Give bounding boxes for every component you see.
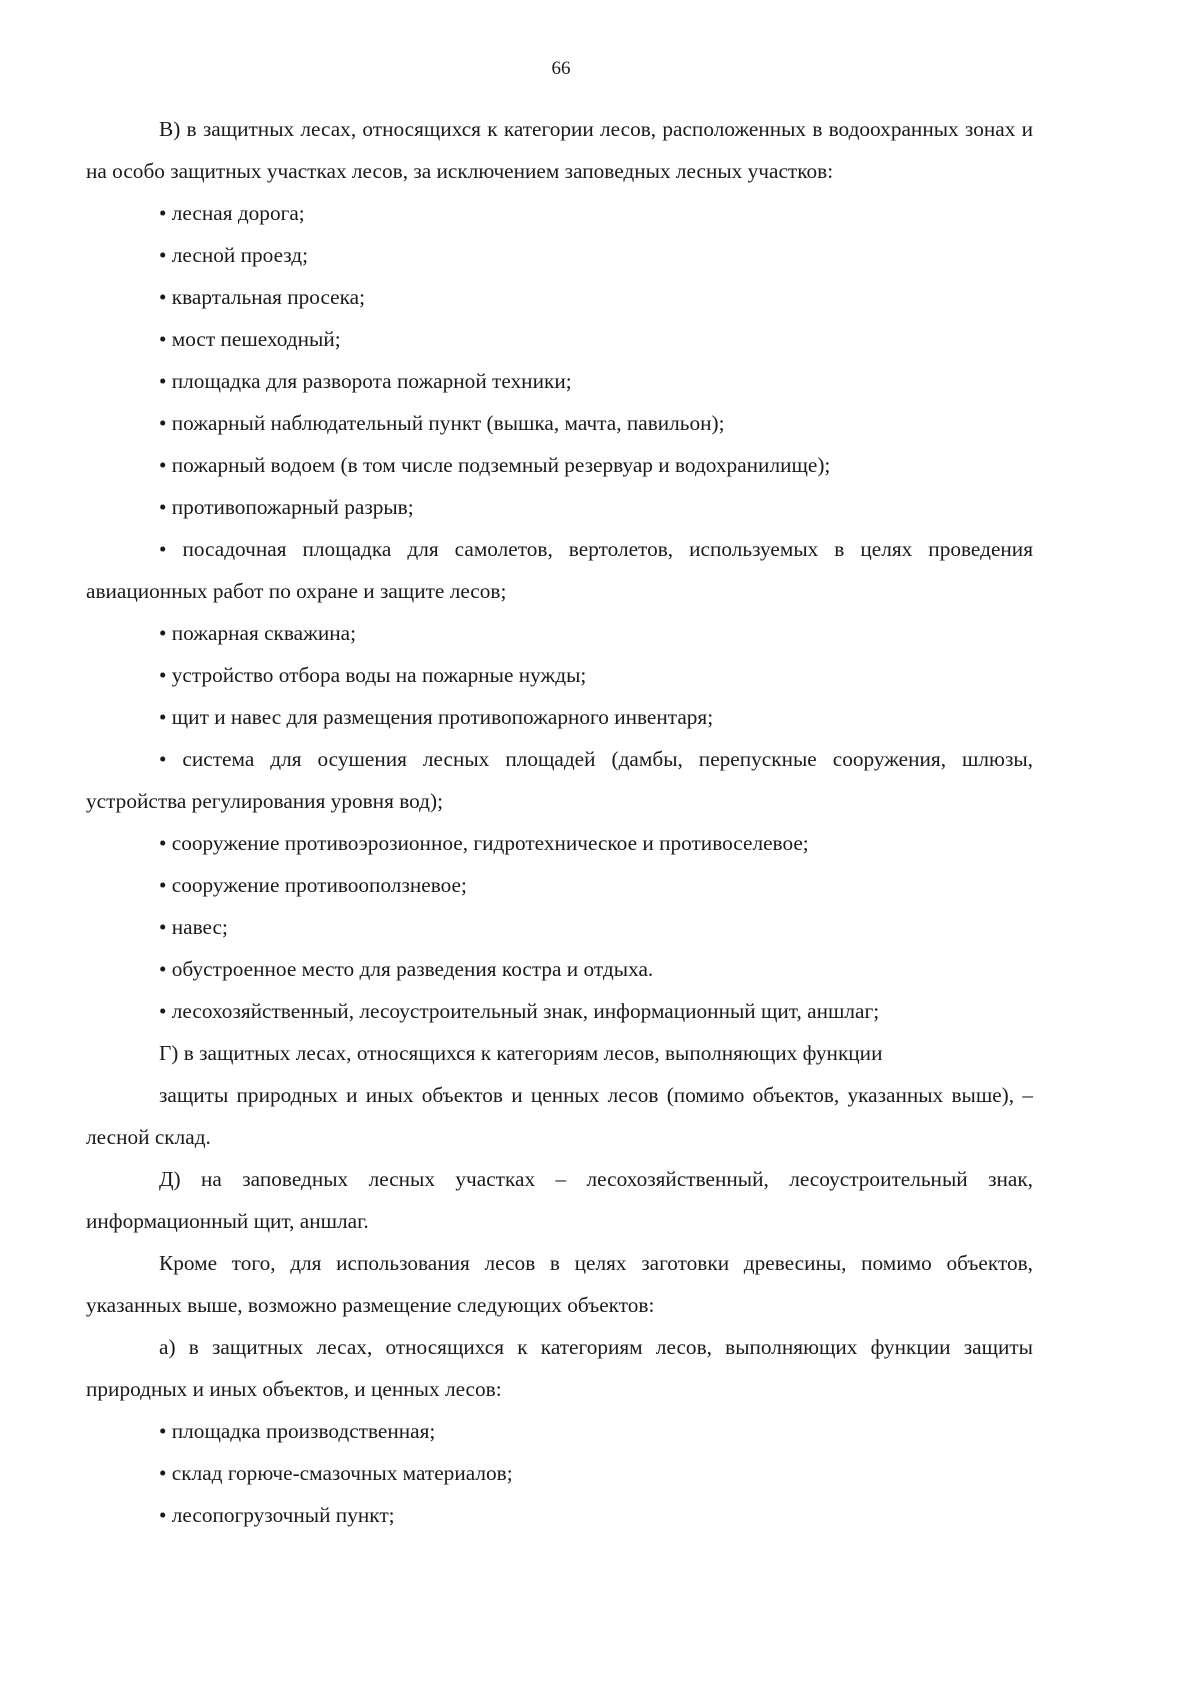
- list-item: • квартальная просека;: [159, 285, 366, 309]
- body-paragraph: Кроме того, для использования лесов в целях заготовки древесины, помимо объектов, указанных выше, возможно размещение следующих объектов:: [86, 1251, 1033, 1317]
- list-item: • навес;: [159, 915, 228, 939]
- list-item: • сооружение противооползневое;: [159, 873, 467, 897]
- list-item: • площадка производственная;: [159, 1419, 436, 1443]
- body-paragraph: защиты природных и иных объектов и ценных лесов (помимо объектов, указанных выше), – лесной склад.: [86, 1083, 1033, 1149]
- list-item: • склад горюче-смазочных материалов;: [159, 1461, 513, 1485]
- list-item: • площадка для разворота пожарной техники;: [159, 369, 572, 393]
- list-item: • устройство отбора воды на пожарные нужды;: [159, 663, 587, 687]
- list-item: • лесная дорога;: [159, 201, 305, 225]
- list-item: • лесохозяйственный, лесоустроительный знак, информационный щит, аншлаг;: [159, 999, 880, 1023]
- page-number: 66: [551, 58, 571, 79]
- list-item: • пожарная скважина;: [159, 621, 356, 645]
- body-paragraph: а) в защитных лесах, относящихся к категориям лесов, выполняющих функции защиты природных и иных объектов, и ценных лесов:: [86, 1335, 1033, 1401]
- list-item: • щит и навес для размещения противопожарного инвентаря;: [159, 705, 714, 729]
- document-body: [86, 108, 1033, 1536]
- list-item: • обустроенное место для разведения костра и отдыха.: [159, 957, 654, 981]
- list-item: • пожарный водоем (в том числе подземный резервуар и водохранилище);: [159, 453, 831, 477]
- list-item: Г) в защитных лесах, относящихся к категориям лесов, выполняющих функции: [159, 1041, 883, 1065]
- list-item: • противопожарный разрыв;: [159, 495, 414, 519]
- list-item: • пожарный наблюдательный пункт (вышка, мачта, павильон);: [159, 411, 725, 435]
- body-paragraph: В) в защитных лесах, относящихся к категории лесов, расположенных в водоохранных зонах и на особо защитных участках лесов, за исключением заповедных лесных участков:: [86, 117, 1033, 183]
- list-item: • сооружение противоэрозионное, гидротехническое и противоселевое;: [159, 831, 809, 855]
- body-paragraph: Д) на заповедных лесных участках – лесохозяйственный, лесоустроительный знак, информационный щит, аншлаг.: [86, 1167, 1033, 1233]
- list-item: • система для осушения лесных площадей (дамбы, перепускные сооружения, шлюзы, устройства регулирования уровня вод);: [86, 747, 1033, 813]
- list-item: • лесной проезд;: [159, 243, 309, 267]
- list-item: • мост пешеходный;: [159, 327, 341, 351]
- list-item: • посадочная площадка для самолетов, вертолетов, используемых в целях проведения авиационных работ по охране и защите лесов;: [86, 537, 1033, 603]
- list-item: • лесопогрузочный пункт;: [159, 1503, 395, 1527]
